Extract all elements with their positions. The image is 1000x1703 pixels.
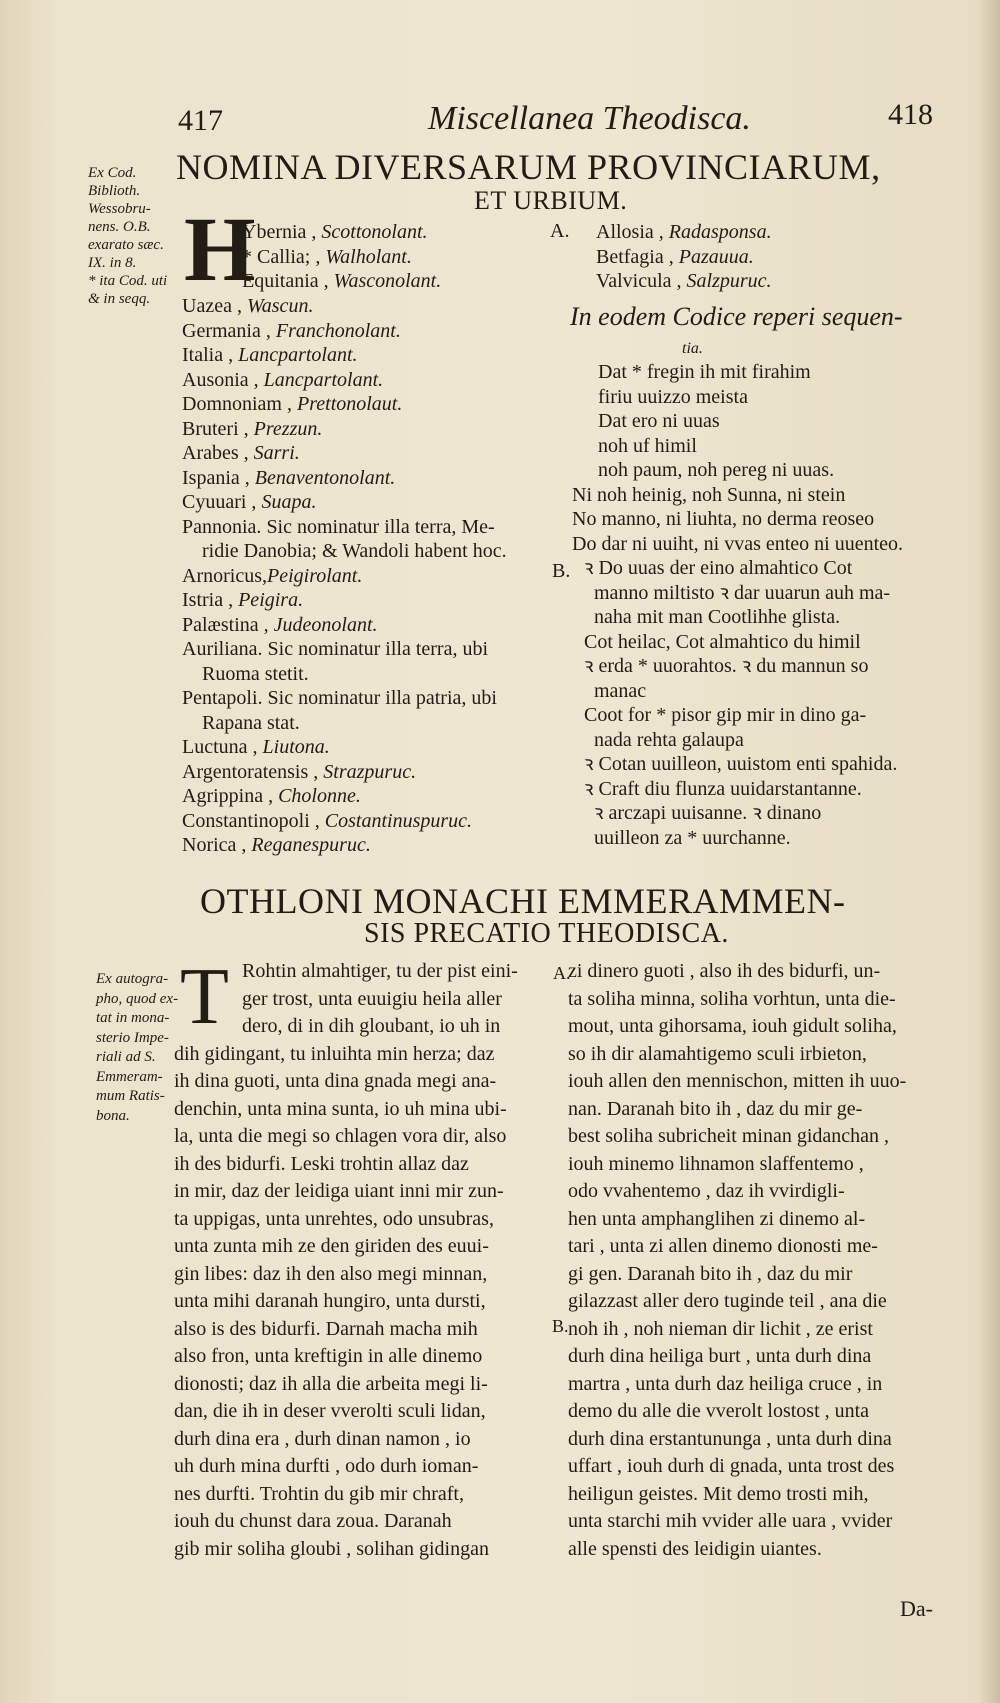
- right-list: [596, 220, 772, 294]
- text-line: gi gen. Daranah bito ih , daz du mir: [568, 1262, 853, 1285]
- text-line: alle spensti des leidigin uiantes.: [568, 1537, 822, 1560]
- section2-title-line1: OTHLONI MONACHI EMMERAMMEN-: [200, 881, 846, 921]
- text-line: ih dina guoti, unta dina gnada megi ana-: [174, 1070, 497, 1092]
- poem-line: Coot for * pisor gip mir in dino ga-: [584, 704, 867, 726]
- marker-a: A.: [550, 220, 570, 242]
- text-line: durh dina heiliga burt , unta durh dina: [568, 1345, 872, 1367]
- text-line: hen unta amphanglihen zi dinemo al-: [568, 1207, 866, 1230]
- list-item: Betfagia , Pazauua.: [596, 245, 754, 268]
- text-line: uffart , iouh durh di gnada, unta trost des: [568, 1455, 895, 1477]
- margin-note-line: Ex Cod.: [88, 165, 137, 181]
- drop-cap-h: H: [184, 198, 256, 300]
- text-line: gib mir soliha gloubi , solihan gidingan: [174, 1537, 489, 1560]
- text-line: noh ih , noh nieman dir lichit , ze erist: [568, 1317, 873, 1340]
- list-item: Istria , Peigira.: [182, 589, 304, 611]
- list-item: Germania , Franchonolant.: [182, 319, 401, 342]
- text-line: denchin, unta mina sunta, io uh mina ubi-: [174, 1097, 507, 1120]
- text-line: Rohtin almahtiger, tu der pist eini-: [242, 960, 518, 982]
- subheading-end: tia.: [682, 340, 703, 357]
- list-item: Palæstina , Judeonolant.: [182, 613, 378, 636]
- list-item-continuation: Rapana stat.: [202, 711, 300, 734]
- page-edge-shadow: [978, 0, 1000, 1703]
- margin-note-line: mum Ratis-: [96, 1088, 165, 1104]
- marker-b: B.: [552, 1316, 569, 1336]
- poem-line: ꝛ Do uuas der eino almahtico Cot: [584, 557, 853, 579]
- section2-margin-note: [96, 970, 178, 1126]
- poem-line: noh paum, noh pereg ni uuas.: [598, 459, 835, 481]
- margin-note-line: * ita Cod. uti: [88, 273, 168, 289]
- marker-b: B.: [552, 560, 571, 582]
- text-line: unta zunta mih ze den giriden des euui-: [174, 1235, 489, 1257]
- text-line: la, unta die megi so chlagen vora dir, also: [174, 1125, 507, 1147]
- page-number-right: 418: [888, 98, 933, 131]
- list-item: Ausonia , Lancpartolant.: [182, 368, 384, 391]
- margin-note-line: tat in mona-: [96, 1010, 170, 1026]
- poem-line: Dat ero ni uuas: [598, 410, 720, 432]
- list-item: Allosia , Radasponsa.: [596, 221, 772, 243]
- list-item: Italia , Lancpartolant.: [182, 344, 358, 366]
- margin-note-line: riali ad S.: [96, 1049, 156, 1065]
- list-item: Pentapoli. Sic nominatur illa patria, ubi: [182, 687, 497, 709]
- list-item: Pannonia. Sic nominatur illa terra, Me-: [182, 515, 495, 538]
- poem-line: No manno, ni liuhta, no derma reoseo: [572, 508, 875, 530]
- poem-line: Cot heilac, Cot almahtico du himil: [584, 630, 861, 653]
- prayer-left-column: [174, 953, 518, 1563]
- text-line: dero, di in dih gloubant, io uh in: [242, 1015, 501, 1037]
- text-line: also is des bidurfi. Darnah macha mih: [174, 1317, 478, 1340]
- text-line: dionosti; daz ih alla die arbeita megi li-: [174, 1372, 488, 1395]
- drop-cap-t: T: [180, 953, 229, 1041]
- poem-line: ꝛ erda * uuorahtos. ꝛ du mannun so: [584, 655, 869, 677]
- text-line: uh durh mina durfti , odo durh ioman-: [174, 1455, 479, 1477]
- list-item: Domnoniam , Prettonolaut.: [182, 393, 403, 415]
- text-line: gin libes: daz ih den also megi minnan,: [174, 1262, 488, 1285]
- text-line: ta soliha minna, soliha vorhtun, unta die-: [568, 987, 896, 1010]
- poem-line: ꝛ arczapi uuisanne. ꝛ dinano: [594, 802, 822, 824]
- text-line: in mir, daz der leidiga uiant inni mir zun-: [174, 1180, 504, 1202]
- text-line: gilazzast aller dero tuginde teil , ana die: [568, 1290, 887, 1312]
- text-line: ih des bidurfi. Leski trohtin allaz daz: [174, 1152, 469, 1175]
- text-line: durh dina era , durh dinan namon , io: [174, 1427, 471, 1450]
- text-line: nes durfti. Trohtin du gib mir chraft,: [174, 1482, 464, 1505]
- poem-line: naha mit man Cootlihhe glista.: [594, 606, 841, 628]
- list-item: Argentoratensis , Strazpuruc.: [182, 760, 417, 783]
- page-number-left: 417: [178, 104, 223, 137]
- prayer-right-column: [568, 958, 906, 1563]
- margin-note-line: Emmeram-: [96, 1068, 163, 1085]
- text-line: dih gidingant, tu inluihta min herza; daz: [174, 1042, 495, 1065]
- margin-note-line: pho, quod ex-: [96, 990, 179, 1007]
- section1-margin-note: [88, 164, 167, 308]
- poem-line: Dat * fregin ih mit firahim: [598, 361, 811, 383]
- margin-note-line: exarato sæc.: [88, 237, 164, 253]
- subheading: In eodem Codice reperi sequen-: [570, 302, 903, 331]
- margin-note-line: Ex autogra-: [96, 971, 169, 987]
- text-line: odo vvahentemo , daz ih vvirdigli-: [568, 1180, 845, 1202]
- section1-title-line1: NOMINA DIVERSARUM PROVINCIARUM,: [176, 147, 881, 187]
- text-line: demo du alle die vverolt lostost , unta: [568, 1400, 870, 1422]
- margin-note-line: Biblioth.: [88, 183, 141, 199]
- text-line: zi dinero guoti , also ih des bidurfi, un-: [568, 960, 881, 982]
- poem-line: noh uf himil: [598, 434, 697, 457]
- list-item: Ispania , Benaventonolant.: [182, 466, 396, 489]
- poem-line: manno miltisto ꝛ dar uuarun auh ma-: [594, 581, 891, 604]
- catchword: Da-: [900, 1596, 933, 1621]
- poem-line: firiu uuizzo meista: [598, 385, 748, 408]
- list-item: * Callia; , Walholant.: [242, 245, 412, 268]
- text-line: iouh allen den mennischon, mitten ih uuo-: [568, 1070, 907, 1092]
- text-line: best soliha subricheit minan gidanchan ,: [568, 1125, 890, 1147]
- list-item: Norica , Reganespuruc.: [182, 834, 371, 856]
- text-line: tari , unta zi allen dinemo dionosti me-: [568, 1235, 878, 1257]
- section2-title-line2: SIS PRECATIO THEODISCA.: [364, 918, 729, 949]
- margin-note-line: bona.: [96, 1107, 130, 1124]
- list-item: Bruteri , Prezzun.: [182, 417, 323, 440]
- text-line: ta uppigas, unta unrehtes, odo unsubras,: [174, 1207, 494, 1230]
- poem-line: uuilleon za * uurchanne.: [594, 826, 791, 849]
- list-item: Agrippina , Cholonne.: [182, 785, 361, 807]
- text-line: heiligun geistes. Mit demo trosti mih,: [568, 1482, 869, 1505]
- provinces-list: [182, 294, 507, 858]
- running-title: Miscellanea Theodisca.: [428, 100, 751, 137]
- poem-line: ꝛ Craft diu flunza uuidarstantanne.: [584, 777, 862, 800]
- poem-line: Do dar ni uuiht, ni vvas enteo ni uuenteo.: [572, 532, 904, 555]
- text-line: martra , unta durh daz heiliga cruce , in: [568, 1372, 883, 1395]
- margin-note-line: IX. in 8.: [88, 255, 137, 271]
- list-item: Constantinopoli , Costantinuspuruc.: [182, 809, 473, 832]
- list-item: Auriliana. Sic nominatur illa terra, ubi: [182, 638, 489, 660]
- list-item-continuation: ridie Danobia; & Wandoli habent hoc.: [202, 540, 507, 562]
- margin-note-line: nens. O.B.: [88, 219, 151, 235]
- provinces-list-top: [242, 220, 441, 294]
- list-item: Equitania , Wasconolant.: [242, 270, 442, 292]
- text-line: dan, die ih in deser vverolti sculi lidan,: [174, 1400, 486, 1422]
- text-line: also fron, unta kreftigin in alle dinemo: [174, 1345, 483, 1367]
- poem-line: ꝛ Cotan uuilleon, uuistom enti spahida.: [584, 753, 898, 775]
- text-line: so ih dir alamahtigemo sculi irbieton,: [568, 1042, 867, 1065]
- text-line: unta mihi daranah hungiro, unta dursti,: [174, 1290, 486, 1312]
- margin-note-line: sterio Impe-: [96, 1029, 169, 1046]
- poem-line: Ni noh heinig, noh Sunna, ni stein: [572, 483, 846, 506]
- list-item: Arabes , Sarri.: [182, 442, 300, 464]
- list-item: Ybernia , Scottonolant.: [242, 221, 428, 243]
- text-line: nan. Daranah bito ih , daz du mir ge-: [568, 1097, 863, 1120]
- list-item: Valvicula , Salzpuruc.: [596, 270, 772, 292]
- list-item: Cyuuari , Suapa.: [182, 491, 317, 513]
- margin-note-line: & in seqq.: [88, 291, 151, 307]
- text-line: iouh du chunst dara zoua. Daranah: [174, 1510, 452, 1532]
- text-line: mout, unta gihorsama, iouh gidult soliha,: [568, 1015, 897, 1037]
- text-line: ger trost, unta euuigiu heila aller: [242, 987, 502, 1010]
- poem: [572, 360, 903, 850]
- poem-line: nada rehta galaupa: [594, 728, 744, 751]
- list-item: Luctuna , Liutona.: [182, 736, 330, 758]
- text-line: unta starchi mih vvider alle uara , vvider: [568, 1510, 893, 1532]
- text-line: iouh minemo lihnamon slaffentemo ,: [568, 1152, 864, 1175]
- list-item: Uazea , Wascun.: [182, 295, 314, 317]
- list-item: Arnoricus,Peigirolant.: [182, 564, 363, 587]
- text-line: durh dina erstantununga , unta durh dina: [568, 1427, 892, 1450]
- section1-title-line2: ET URBIUM.: [474, 186, 628, 215]
- margin-note-line: Wessobru-: [88, 201, 151, 217]
- poem-line: manac: [594, 679, 647, 702]
- list-item-continuation: Ruoma stetit.: [202, 662, 309, 685]
- marker-a: A.: [553, 963, 571, 983]
